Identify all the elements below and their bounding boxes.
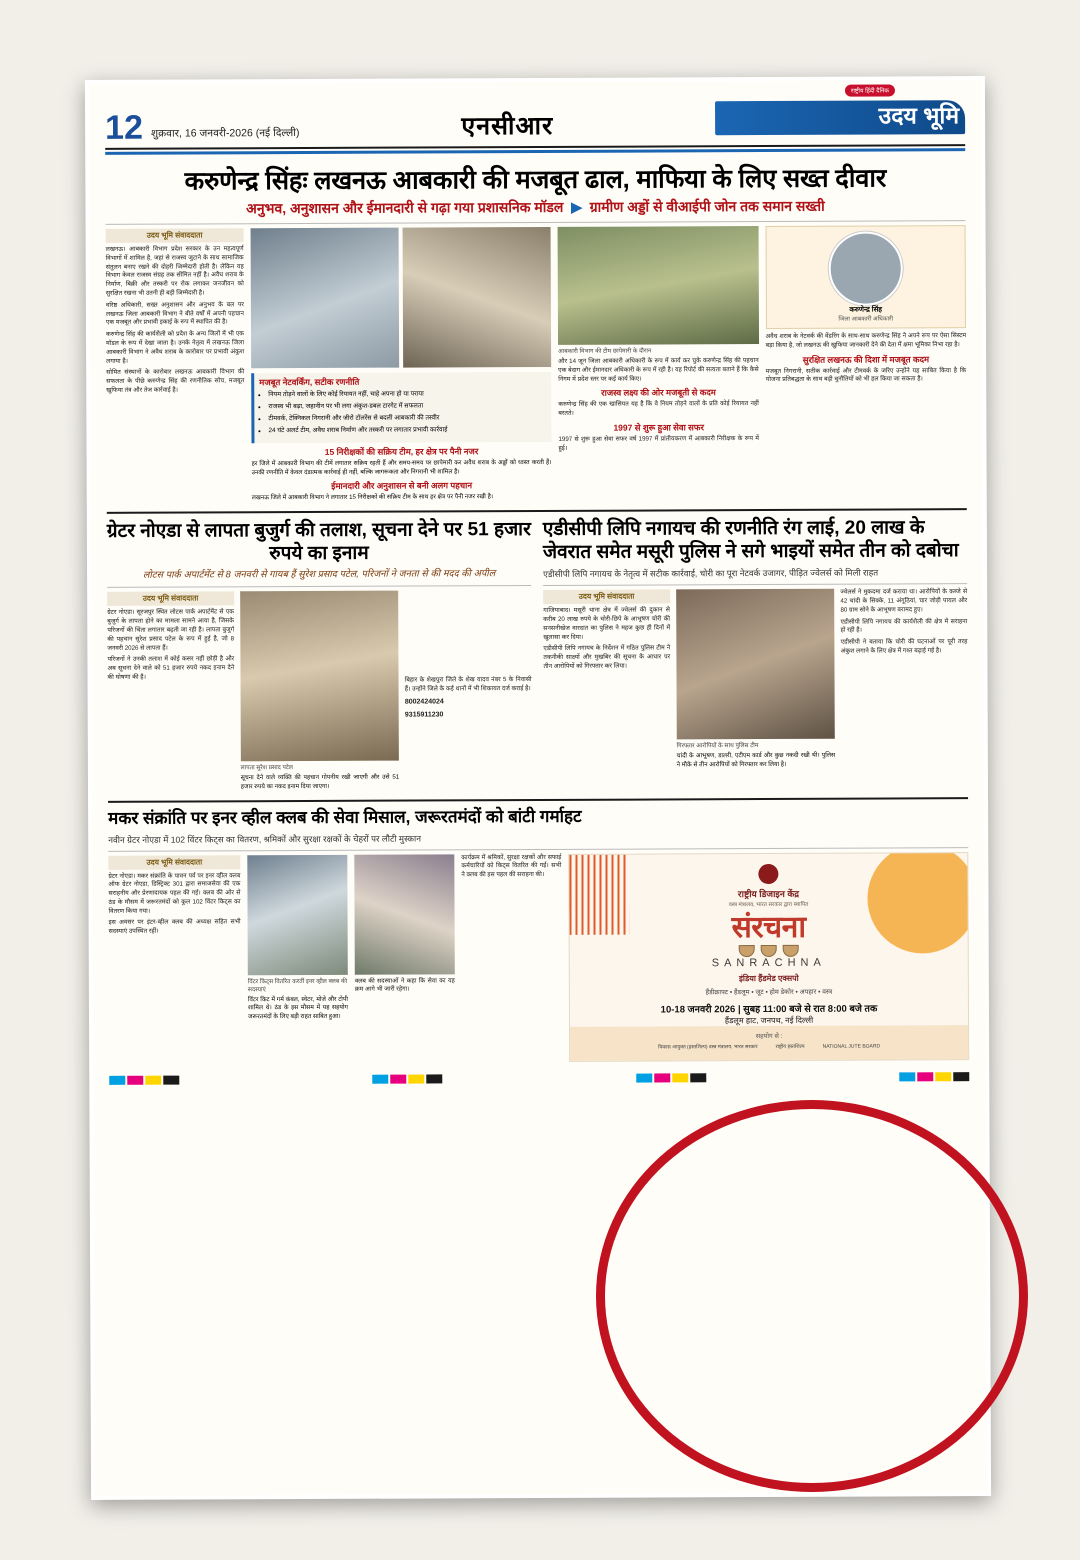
color-swatch (917, 1072, 933, 1081)
colorbar-mid2 (636, 1073, 706, 1082)
story-jewellery-theft (543, 516, 968, 791)
pot-icon (761, 944, 777, 956)
paragraph: परिजनों ने उनकी तलाश में कोई कसर नहीं छोड़ी है और अब सूचना देने वाले को 51 हजार रुपये नकद इनाम देने की घोषणा की है। (107, 655, 235, 681)
photo-police-team (676, 589, 835, 740)
ad-title-hindi: संरचना (731, 910, 806, 944)
paragraph: ज्वेलर्स ने मुकदमा दर्ज कराया था। आरोपियों के कब्जे से 42 चांदी के सिक्के, 11 अंगूठियां, चार जोड़ी पायल और 80 ग्राम सोने के आभूषण बरामद हुए। (840, 588, 968, 614)
colorbar-left (109, 1075, 179, 1084)
story4-col-4 (461, 853, 562, 1061)
section-name: एनसीआर (461, 111, 554, 141)
paragraph: 1997 से शुरू हुआ सेवा सफर वर्ष 1997 में प्रांतीयकरण में आबकारी निरीक्षक के रूप में हुई। (558, 435, 759, 452)
section-name-wrap (299, 107, 715, 143)
photo-missing-person (240, 591, 399, 762)
story2-grid (107, 591, 532, 793)
profile-name: करुणेन्द्र सिंह (849, 306, 883, 314)
list-item: • 24 घंटे अलर्ट टीम, अवैध शराब निर्माण और तस्करी पर लगातार प्रभावी कार्रवाई (268, 426, 546, 436)
photo-group-members (354, 854, 455, 974)
color-swatch (935, 1072, 951, 1081)
color-swatch (690, 1073, 706, 1082)
lead-headline: करुणेन्द्र सिंहः लखनऊ आबकारी की मजबूत ढाल, माफिया के लिए सख्त दीवार (184, 164, 887, 196)
story4-headline: मकर संक्रांति पर इनर व्हील क्लब की सेवा मिसाल, जरूरतमंदों को बांटी गर्माहट (108, 806, 582, 828)
bottom-grid (108, 852, 969, 1064)
list-item: • राजस्व भी बढ़ा, जहानीन पर भी लगा अंकुश-डबल टारगेट में सफलता (268, 402, 546, 412)
photo-caption: विंटर किट्स वितरित करतीं इनर व्हील क्लब की सदस्याएं (247, 978, 348, 993)
color-swatch (899, 1072, 915, 1081)
lead-col-3 (558, 226, 760, 502)
phone-1: 8002424024 (404, 698, 444, 706)
paragraph: क्लब की सदस्याओं ने कहा कि सेवा का यह क्रम आगे भी जारी रहेगा। (354, 976, 455, 994)
color-swatch (127, 1075, 143, 1084)
story2-col-3 (404, 591, 532, 792)
divider (107, 586, 531, 589)
photo-inspection (403, 227, 552, 368)
story2-photo-col (240, 591, 399, 792)
color-swatch (672, 1073, 688, 1082)
story3-deck: एडीसीपी लिपि नगायच के नेतृत्व में सटीक कार्रवाई, चोरी का पूरा नेटवर्क उजागर, पीड़ित ज्वेलर्स को मिली राहत (543, 567, 879, 580)
story-missing-elderly (107, 518, 532, 793)
profile-role: जिला आबकारी अधिकारी (838, 316, 894, 323)
partner-logo-1: विकास आयुक्त (हस्तशिल्प) वस्त्र मंत्रालय, भारत सरकार (658, 1043, 758, 1050)
color-swatch (391, 1074, 407, 1083)
partner-logo-2: राष्ट्रीय हस्तशिल्प (775, 1043, 805, 1050)
bottom-section (108, 797, 969, 1084)
byline: उदय भूमि संवाददाता (106, 228, 244, 243)
paragraph: चांदी के आभूषण, डालरी, एटीएम कार्ड और कुछ नकदी रखी थी। पुलिस ने मौके से तीन आरोपियों को गिरफ्तार कर लिया है। (676, 751, 836, 769)
paragraph: और 14 जून जिला आबकारी अधिकारी के रूप में कार्य कर चुके करुणेन्द्र सिंह की पहचान एक बेदाग और ईमानदार अधिकारी के रूप में रही है। यह रिपोर्ट की सत्यता बताने हैं कि कैसे निगम में प्रदेश स्तर पर कई कार्य किए। (558, 357, 759, 383)
brand-tagline: राष्ट्रीय हिंदी दैनिक (845, 84, 895, 96)
ad-content (569, 853, 968, 1061)
lead-col-1 (106, 228, 245, 503)
divider (106, 220, 966, 225)
paragraph: इस अवसर पर इंटर-व्हील क्लब की अध्यक्ष सहित सभी सदस्याएं उपस्थित रहीं। (108, 918, 241, 936)
lead-bullets (251, 372, 551, 443)
story3-photo-col (676, 589, 835, 770)
paragraph: सूचना देने वाले व्यक्ति की पहचान गोपनीय रखी जाएगी और उसे 51 हजार रुपये का नकद इनाम दिया जाएगा। (240, 774, 400, 791)
list-item: • नियम तोड़ने वालों के लिए कोई रियायत नहीं, चाहे अपना हो या पराया (268, 390, 546, 400)
profile-box (765, 225, 966, 329)
story3-col-3 (840, 588, 968, 769)
paragraph: करुणेन्द्र सिंह की एक खासियत यह है कि वे नियम तोड़ने वालों के प्रति कोई रियायत नहीं बरतते। (558, 400, 759, 418)
story4-deck: नवीन ग्रेटर नोएडा में 102 विंटर किट्स का वितरण, श्रमिकों और सुरक्षा रक्षकों के चेहरों पर लौटी मुस्कान (108, 833, 422, 845)
lead-subbox-1: 15 निरीक्षकों की सक्रिय टीम, हर क्षेत्र पर पैनी नजर (324, 446, 479, 457)
photo-liquor-shop (251, 228, 400, 369)
paragraph: गाजियाबाद। मसूरी थाना क्षेत्र में ज्वेलर्स की दुकान से करीब 20 लाख रुपये के चोरी-छिपे के आभूषण चोरी की सनसनीखेज वारदात का पुलिस ने महज कुछ ही दिनों में खुलासा कर दिया। (543, 606, 671, 641)
mid-section (107, 508, 968, 793)
lead-subhead-left: अनुभव, अनुशासन और ईमानदारी से गढ़ा गया प्रशासनिक मॉडल (246, 198, 564, 217)
story3-headline: एडीसीपी लिपि नगायच की रणनीति रंग लाई, 20 लाख के जेवरात समेत मसूरी पुलिस ने सगे भाइयों समेत तीन को दबोचा (542, 517, 959, 563)
byline: उदय भूमि संवाददाता (543, 590, 670, 605)
paragraph: हर जिले में आबकारी विभाग की टीमें लगातार सक्रिय रहती हैं और समय-समय पर छापेमारी कर अवैध शराब के अड्डों को ध्वस्त करती हैं। उनकी रणनीति में केवल दंडात्मक कार्रवाई ही नहीं, बल्कि जागरूकता और निगरानी भी शामिल है। (251, 458, 552, 476)
photo-caption: आबकारी विभाग की टीम छापेमारी के दौरान (558, 348, 652, 355)
story4-photo-col (247, 854, 348, 1062)
color-swatch (636, 1073, 652, 1082)
colorbar-right (899, 1072, 969, 1081)
story4-col-1 (108, 855, 241, 1064)
lead-mini-head-1: राजस्व लक्ष्य की ओर मजबूती से कदम (601, 387, 716, 399)
avatar (828, 231, 902, 305)
paragraph: कार्यक्रम में श्रमिकों, सुरक्षा रक्षकों और सफाई कर्मचारियों को किट्स वितरित की गईं। सभी ने क्लब की इस पहल की सराहना की। (461, 853, 562, 879)
emblem-icon (758, 863, 778, 883)
ad-title-english: SANRACHNA (711, 956, 826, 969)
paragraph: बिहार के शेखपुरा जिले के शेख यादव नंबर 5 के निवासी हैं। उन्होंने जिले के कई थानों में भी शिकायत दर्ज कराई है। (404, 676, 532, 693)
paragraph: एडीसीपी लिपि नगायच की कार्यशैली की क्षेत्र में सराहना हो रही है। (840, 617, 968, 635)
color-swatch (654, 1073, 670, 1082)
colorbar-mid (373, 1074, 443, 1083)
lead-mini-head-3: सुरक्षित लखनऊ की दिशा में मजबूत कदम (802, 353, 930, 365)
lead-grid (106, 225, 967, 504)
ad-partner-logos (578, 1043, 960, 1051)
color-swatch (145, 1075, 161, 1084)
color-swatch (109, 1075, 125, 1084)
photo-caption: लापता सुरेश प्रसाद पटेल (240, 765, 294, 772)
photo-caption: गिरफ्तार आरोपियों के साथ पुलिस टीम (676, 743, 759, 750)
color-swatch (373, 1074, 389, 1083)
story2-col-1 (107, 592, 235, 793)
newspaper-page (89, 80, 987, 1496)
color-swatch (163, 1075, 179, 1084)
brand-block (715, 88, 965, 141)
color-swatch (953, 1072, 969, 1081)
bullets-title: मजबूत नेटवर्किंग, सटीक रणनीति (259, 376, 360, 388)
paragraph: अवैध शराब के नेटवर्क की वेंडरिंग के साथ-साथ करुणेन्द्र सिंह ने अपने रूप पर ऐसा सिस्टम बड़ा किया है, जो लखनऊ की खुफिया जानकारी देने की देता में क्षमा भूमिका निभा रहा है। (765, 332, 967, 349)
paragraph: ग्रेटर नोएडा। मकर संक्रांति के पावन पर्व पर इनर व्हील क्लब ऑफ ग्रेटर नोएडा, डिस्ट्रिक्ट 301 द्वारा समाजसेवा की एक सराहनीय और प्रेरणादायक पहल की गई। क्लब की ओर से ठंड के मौसम में जरूरतमंदों को कुल 102 विंटर किट्स का वितरण किया गया। (108, 871, 241, 915)
paragraph: करुणेन्द्र सिंह की कार्यशैली को प्रदेश के अन्य जिलों में भी एक मॉडल के रूप में देखा जाता है। उनके नेतृत्व में लखनऊ जिला आबकारी विभाग ने अवैध शराब के कारोबार पर प्रभावी अंकुश लगाया है। (106, 330, 245, 365)
masthead (105, 88, 965, 150)
story3-grid (543, 588, 968, 770)
lead-col-4 (765, 225, 967, 501)
pot-icon (783, 944, 799, 956)
bullet-list (259, 390, 546, 436)
ad-org-sub: वस्त्र मंत्रालय, भारत सरकार द्वारा स्थापित (728, 901, 809, 908)
ad-org-name: राष्ट्रीय डिजाइन केंद्र (737, 888, 800, 899)
divider (108, 847, 968, 852)
paragraph: लखनऊ जिले में आबकारी विभाग ने लगातार 15 निरीक्षकों की सक्रिय टीम के साथ हर क्षेत्र पर पैनी नजर रखी है। (251, 493, 494, 502)
story3-col-1 (543, 590, 671, 771)
list-item: • टीमवर्क, टेक्निकल निगरानी और जीरो टॉलरेंस से बदली आबकारी की तस्वीर (268, 414, 546, 424)
lead-subbox-2: ईमानदारी और अनुशासन से बनी अलग पहचान (331, 480, 473, 492)
paragraph: एडीसीपी लिपि नगायच के निर्देशन में गठित पुलिस टीम ने तकनीकी साक्ष्यों और मुखबिर की सूचना के आधार पर तीन आरोपियों को गिरफ्तार कर लिया। (543, 644, 671, 670)
story2-deck: लोटस पार्क अपार्टमेंट से 8 जनवरी से गायब हैं सुरेश प्रसाद पटेल, परिजनों ने जनता से की मदद की अपील (142, 568, 496, 581)
color-swatch (409, 1074, 425, 1083)
paragraph: विंटर किट में गर्म कंबल, स्वेटर, मोजे और टोपी शामिल थे। ठंड के इस मौसम में यह सहयोग जरूरतमंदों के लिए बड़ी राहत साबित हुआ। (247, 995, 348, 1021)
page-number: 12 (105, 109, 144, 148)
pot-icon (739, 945, 755, 957)
paragraph: एडीसीपी ने बताया कि चोरी की घटनाओं पर पूरी तरह अंकुश लगाने के लिए क्षेत्र में गश्त बढ़ाई गई है। (840, 638, 968, 655)
divider (543, 583, 967, 586)
dateline: शुक्रवार, 16 जनवरी-2026 (नई दिल्ली) (150, 127, 300, 140)
photo-raid-field (558, 226, 759, 345)
ad-dates: 10-18 जनवरी 2026 | सुबह 11:00 बजे से रात 8:00 बजे तक (660, 1003, 878, 1015)
paragraph: ग्रेटर नोएडा। सूरजपुर स्थित लोटस पार्क अपार्टमेंट से एक बुजुर्ग के लापता होने का मामला सामने आया है, जिसके परिजनों की चिंता लगातार बढ़ती जा रही है। लापता बुजुर्ग की पहचान सुरेश प्रसाद पटेल के रूप में हुई है, जो 8 जनवरी 2026 से लापता हैं। (107, 608, 235, 652)
paragraph: लखनऊ। आबकारी विभाग प्रदेश सरकार के उन महत्वपूर्ण विभागों में शामिल है, जहां से राजस्व जुटाने के साथ सामाजिक संतुलन बनाए रखने की दोहरी जिम्मेदारी होती है। लेकिन यह विभाग केवल राजस्व संग्रह तक सीमित नहीं है। अवैध शराब के निर्माण, बिक्री और तस्करी पर रोक लगाकर जनजीवन को सुरक्षित रखना भी उतनी ही बड़ी जिम्मेदारी है। (105, 245, 244, 297)
lead-subhead-right: ग्रामीण अड्डों से वीआईपी जोन तक समान सख्ती (589, 197, 825, 215)
color-swatch (427, 1074, 443, 1083)
ad-venue: हैंडलूम हाट, जनपथ, नई दिल्ली (724, 1015, 814, 1025)
advertisement-sanrachna[interactable] (568, 852, 969, 1062)
lead-subhead (105, 196, 965, 219)
paragraph: मजबूत निगरानी, सतीक कार्रवाई और टीमवर्क के जरिए उन्होंने यह साबित किया है कि योजना प्रतिबद्धता के साथ बड़ी चुनौतियों को भी हल किया जा सकता है। (765, 366, 967, 384)
paragraph: वरिष्ठ अधिकारी, सख्त अनुशासन और अनुभव के बल पर लखनऊ जिला आबकारी विभाग ने बीते वर्षों में अपनी पहचान एक मजबूत और प्रभावी इकाई के रूप में स्थापित की है। (105, 301, 244, 327)
story4-col-3 (354, 854, 455, 1062)
brand-logo: उदय भूमि (878, 102, 960, 129)
byline: उदय भूमि संवाददाता (108, 855, 240, 870)
photo-winter-kit-distribution (247, 854, 348, 974)
partner-logo-3: NATIONAL JUTE BOARD (822, 1043, 881, 1050)
registration-marks-row (109, 1066, 969, 1085)
lead-mini-head-2: 1997 से शुरू हुआ सेवा सफर (613, 422, 704, 433)
lead-photo-column (251, 227, 552, 503)
story2-headline: ग्रेटर नोएडा से लापता बुजुर्ग की तलाश, सूचना देने पर 51 हजार रुपये का इनाम (106, 518, 531, 565)
byline: उदय भूमि संवाददाता (107, 592, 234, 607)
ad-categories: हैंडीक्राफ्ट • हैंडलूम • जूट • होम डेकोर • अपहार • वस्त्र (705, 988, 833, 996)
ad-support-label: सहयोग से : (755, 1032, 783, 1040)
phone-2: 9315911230 (404, 711, 444, 719)
paragraph: सोमित संस्थानों के कारोबार लखनऊ आबकारी विभाग की सफलता के पीछे करुणेन्द्र सिंह की रणनीतिक सोच, मजबूत खुफिया तंत्र और तेज कार्रवाई है। (106, 368, 245, 394)
arrow-icon: ▶ (567, 198, 586, 215)
ad-subtitle: इंडिया हैंडमेड एक्सपो (738, 973, 799, 983)
